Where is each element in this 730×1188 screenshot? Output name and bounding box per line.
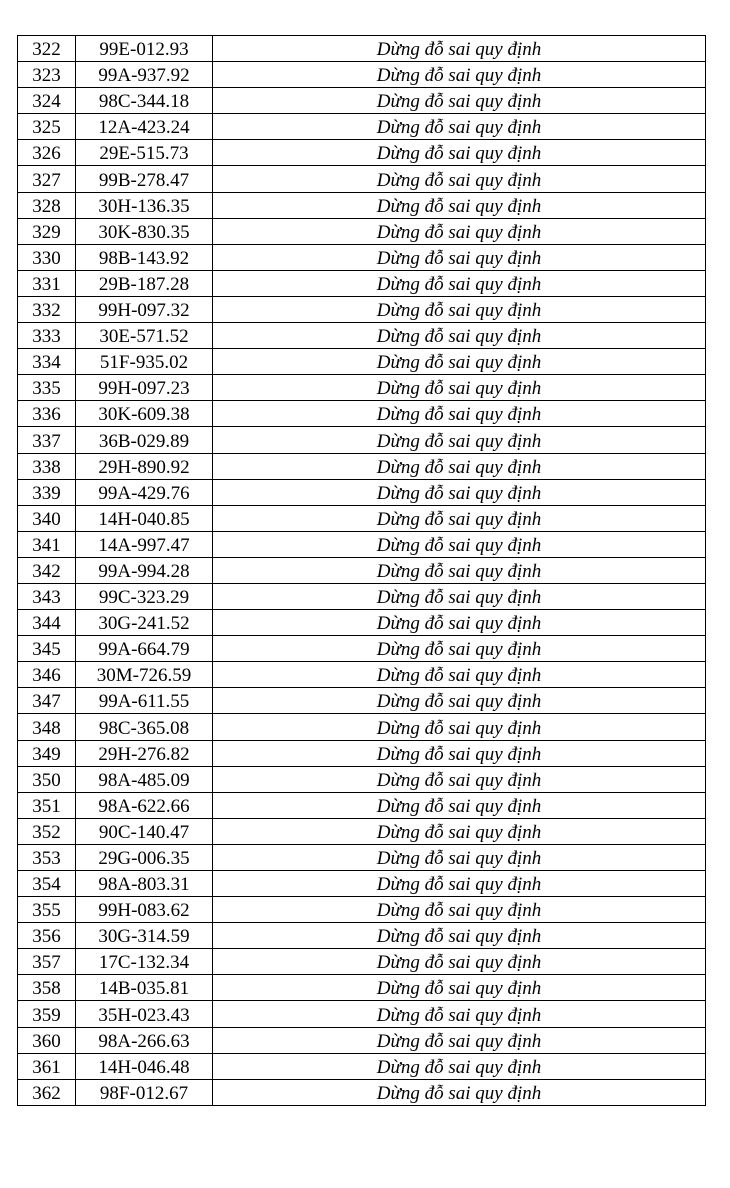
row-number-cell: 334 bbox=[18, 349, 76, 375]
license-plate-cell: 99E-012.93 bbox=[76, 36, 213, 62]
table-row bbox=[18, 897, 706, 923]
license-plate-cell: 99H-097.32 bbox=[76, 296, 213, 322]
row-number-cell: 349 bbox=[18, 740, 76, 766]
violation-cell: Dừng đỗ sai quy định bbox=[213, 871, 706, 897]
license-plate-cell: 99B-278.47 bbox=[76, 166, 213, 192]
table-row bbox=[18, 296, 706, 322]
table-row bbox=[18, 636, 706, 662]
row-number-cell: 333 bbox=[18, 323, 76, 349]
license-plate-cell: 30K-830.35 bbox=[76, 218, 213, 244]
license-plate-cell: 12A-423.24 bbox=[76, 114, 213, 140]
row-number-cell: 330 bbox=[18, 244, 76, 270]
table-row bbox=[18, 583, 706, 609]
table-row bbox=[18, 1053, 706, 1079]
row-number-cell: 356 bbox=[18, 923, 76, 949]
license-plate-cell: 99A-429.76 bbox=[76, 479, 213, 505]
table-row bbox=[18, 453, 706, 479]
license-plate-cell: 99A-664.79 bbox=[76, 636, 213, 662]
row-number-cell: 337 bbox=[18, 427, 76, 453]
row-number-cell: 361 bbox=[18, 1053, 76, 1079]
row-number-cell: 357 bbox=[18, 949, 76, 975]
license-plate-cell: 14H-046.48 bbox=[76, 1053, 213, 1079]
row-number-cell: 323 bbox=[18, 62, 76, 88]
violation-cell: Dừng đỗ sai quy định bbox=[213, 479, 706, 505]
violation-cell: Dừng đỗ sai quy định bbox=[213, 610, 706, 636]
row-number-cell: 332 bbox=[18, 296, 76, 322]
violation-cell: Dừng đỗ sai quy định bbox=[213, 975, 706, 1001]
violation-cell: Dừng đỗ sai quy định bbox=[213, 662, 706, 688]
table-row bbox=[18, 375, 706, 401]
table-row bbox=[18, 610, 706, 636]
table-row bbox=[18, 1001, 706, 1027]
row-number-cell: 325 bbox=[18, 114, 76, 140]
license-plate-cell: 99A-937.92 bbox=[76, 62, 213, 88]
license-plate-cell: 30G-241.52 bbox=[76, 610, 213, 636]
violation-cell: Dừng đỗ sai quy định bbox=[213, 349, 706, 375]
row-number-cell: 344 bbox=[18, 610, 76, 636]
row-number-cell: 355 bbox=[18, 897, 76, 923]
row-number-cell: 335 bbox=[18, 375, 76, 401]
table-row bbox=[18, 688, 706, 714]
row-number-cell: 342 bbox=[18, 557, 76, 583]
violation-cell: Dừng đỗ sai quy định bbox=[213, 897, 706, 923]
violation-cell: Dừng đỗ sai quy định bbox=[213, 949, 706, 975]
violation-cell: Dừng đỗ sai quy định bbox=[213, 1079, 706, 1105]
table-row bbox=[18, 844, 706, 870]
row-number-cell: 327 bbox=[18, 166, 76, 192]
row-number-cell: 358 bbox=[18, 975, 76, 1001]
license-plate-cell: 29H-890.92 bbox=[76, 453, 213, 479]
table-row bbox=[18, 192, 706, 218]
row-number-cell: 345 bbox=[18, 636, 76, 662]
license-plate-cell: 99H-083.62 bbox=[76, 897, 213, 923]
violation-cell: Dừng đỗ sai quy định bbox=[213, 923, 706, 949]
violation-cell: Dừng đỗ sai quy định bbox=[213, 270, 706, 296]
license-plate-cell: 98A-485.09 bbox=[76, 766, 213, 792]
violation-cell: Dừng đỗ sai quy định bbox=[213, 792, 706, 818]
violation-cell: Dừng đỗ sai quy định bbox=[213, 401, 706, 427]
row-number-cell: 343 bbox=[18, 583, 76, 609]
row-number-cell: 341 bbox=[18, 531, 76, 557]
violation-cell: Dừng đỗ sai quy định bbox=[213, 818, 706, 844]
table-row bbox=[18, 740, 706, 766]
table-row bbox=[18, 662, 706, 688]
violation-cell: Dừng đỗ sai quy định bbox=[213, 88, 706, 114]
violation-cell: Dừng đỗ sai quy định bbox=[213, 323, 706, 349]
violation-cell: Dừng đỗ sai quy định bbox=[213, 244, 706, 270]
table-row bbox=[18, 557, 706, 583]
license-plate-cell: 17C-132.34 bbox=[76, 949, 213, 975]
license-plate-cell: 98F-012.67 bbox=[76, 1079, 213, 1105]
license-plate-cell: 29E-515.73 bbox=[76, 140, 213, 166]
row-number-cell: 362 bbox=[18, 1079, 76, 1105]
violation-cell: Dừng đỗ sai quy định bbox=[213, 1053, 706, 1079]
table-row bbox=[18, 1079, 706, 1105]
violation-cell: Dừng đỗ sai quy định bbox=[213, 714, 706, 740]
license-plate-cell: 51F-935.02 bbox=[76, 349, 213, 375]
violation-cell: Dừng đỗ sai quy định bbox=[213, 62, 706, 88]
violation-cell: Dừng đỗ sai quy định bbox=[213, 140, 706, 166]
table-row bbox=[18, 1027, 706, 1053]
violation-table bbox=[17, 35, 706, 1106]
license-plate-cell: 30H-136.35 bbox=[76, 192, 213, 218]
license-plate-cell: 30G-314.59 bbox=[76, 923, 213, 949]
license-plate-cell: 30K-609.38 bbox=[76, 401, 213, 427]
row-number-cell: 346 bbox=[18, 662, 76, 688]
license-plate-cell: 14H-040.85 bbox=[76, 505, 213, 531]
table-row bbox=[18, 62, 706, 88]
violation-cell: Dừng đỗ sai quy định bbox=[213, 218, 706, 244]
row-number-cell: 331 bbox=[18, 270, 76, 296]
violation-cell: Dừng đỗ sai quy định bbox=[213, 375, 706, 401]
table-row bbox=[18, 427, 706, 453]
table-row bbox=[18, 36, 706, 62]
license-plate-cell: 99H-097.23 bbox=[76, 375, 213, 401]
table-row bbox=[18, 531, 706, 557]
table-row bbox=[18, 871, 706, 897]
license-plate-cell: 99A-994.28 bbox=[76, 557, 213, 583]
violation-cell: Dừng đỗ sai quy định bbox=[213, 531, 706, 557]
violation-cell: Dừng đỗ sai quy định bbox=[213, 557, 706, 583]
license-plate-cell: 98C-365.08 bbox=[76, 714, 213, 740]
table-row bbox=[18, 323, 706, 349]
license-plate-cell: 98B-143.92 bbox=[76, 244, 213, 270]
row-number-cell: 324 bbox=[18, 88, 76, 114]
violation-cell: Dừng đỗ sai quy định bbox=[213, 1027, 706, 1053]
violation-cell: Dừng đỗ sai quy định bbox=[213, 740, 706, 766]
violation-cell: Dừng đỗ sai quy định bbox=[213, 583, 706, 609]
license-plate-cell: 35H-023.43 bbox=[76, 1001, 213, 1027]
row-number-cell: 360 bbox=[18, 1027, 76, 1053]
violation-cell: Dừng đỗ sai quy định bbox=[213, 1001, 706, 1027]
table-row bbox=[18, 766, 706, 792]
violation-cell: Dừng đỗ sai quy định bbox=[213, 688, 706, 714]
violation-cell: Dừng đỗ sai quy định bbox=[213, 192, 706, 218]
row-number-cell: 340 bbox=[18, 505, 76, 531]
row-number-cell: 353 bbox=[18, 844, 76, 870]
violation-cell: Dừng đỗ sai quy định bbox=[213, 505, 706, 531]
license-plate-cell: 98C-344.18 bbox=[76, 88, 213, 114]
license-plate-cell: 29H-276.82 bbox=[76, 740, 213, 766]
violation-cell: Dừng đỗ sai quy định bbox=[213, 36, 706, 62]
violation-cell: Dừng đỗ sai quy định bbox=[213, 453, 706, 479]
violation-table-container bbox=[17, 35, 706, 1106]
table-row bbox=[18, 792, 706, 818]
table-row bbox=[18, 114, 706, 140]
license-plate-cell: 29G-006.35 bbox=[76, 844, 213, 870]
row-number-cell: 359 bbox=[18, 1001, 76, 1027]
table-row bbox=[18, 479, 706, 505]
row-number-cell: 351 bbox=[18, 792, 76, 818]
table-row bbox=[18, 270, 706, 296]
license-plate-cell: 14B-035.81 bbox=[76, 975, 213, 1001]
violation-cell: Dừng đỗ sai quy định bbox=[213, 114, 706, 140]
table-row bbox=[18, 923, 706, 949]
table-row bbox=[18, 349, 706, 375]
violation-cell: Dừng đỗ sai quy định bbox=[213, 296, 706, 322]
table-row bbox=[18, 166, 706, 192]
row-number-cell: 348 bbox=[18, 714, 76, 740]
row-number-cell: 352 bbox=[18, 818, 76, 844]
violation-cell: Dừng đỗ sai quy định bbox=[213, 166, 706, 192]
table-row bbox=[18, 949, 706, 975]
row-number-cell: 350 bbox=[18, 766, 76, 792]
table-row bbox=[18, 714, 706, 740]
table-row bbox=[18, 505, 706, 531]
license-plate-cell: 90C-140.47 bbox=[76, 818, 213, 844]
row-number-cell: 354 bbox=[18, 871, 76, 897]
license-plate-cell: 98A-803.31 bbox=[76, 871, 213, 897]
license-plate-cell: 36B-029.89 bbox=[76, 427, 213, 453]
row-number-cell: 329 bbox=[18, 218, 76, 244]
violation-cell: Dừng đỗ sai quy định bbox=[213, 636, 706, 662]
license-plate-cell: 99C-323.29 bbox=[76, 583, 213, 609]
table-row bbox=[18, 818, 706, 844]
violation-table-body bbox=[18, 36, 706, 1106]
row-number-cell: 338 bbox=[18, 453, 76, 479]
violation-cell: Dừng đỗ sai quy định bbox=[213, 844, 706, 870]
license-plate-cell: 30M-726.59 bbox=[76, 662, 213, 688]
license-plate-cell: 30E-571.52 bbox=[76, 323, 213, 349]
license-plate-cell: 29B-187.28 bbox=[76, 270, 213, 296]
row-number-cell: 339 bbox=[18, 479, 76, 505]
table-row bbox=[18, 975, 706, 1001]
row-number-cell: 347 bbox=[18, 688, 76, 714]
table-row bbox=[18, 88, 706, 114]
license-plate-cell: 99A-611.55 bbox=[76, 688, 213, 714]
row-number-cell: 328 bbox=[18, 192, 76, 218]
license-plate-cell: 98A-622.66 bbox=[76, 792, 213, 818]
table-row bbox=[18, 140, 706, 166]
row-number-cell: 336 bbox=[18, 401, 76, 427]
violation-cell: Dừng đỗ sai quy định bbox=[213, 766, 706, 792]
table-row bbox=[18, 401, 706, 427]
row-number-cell: 326 bbox=[18, 140, 76, 166]
row-number-cell: 322 bbox=[18, 36, 76, 62]
table-row bbox=[18, 244, 706, 270]
license-plate-cell: 14A-997.47 bbox=[76, 531, 213, 557]
license-plate-cell: 98A-266.63 bbox=[76, 1027, 213, 1053]
table-row bbox=[18, 218, 706, 244]
violation-cell: Dừng đỗ sai quy định bbox=[213, 427, 706, 453]
